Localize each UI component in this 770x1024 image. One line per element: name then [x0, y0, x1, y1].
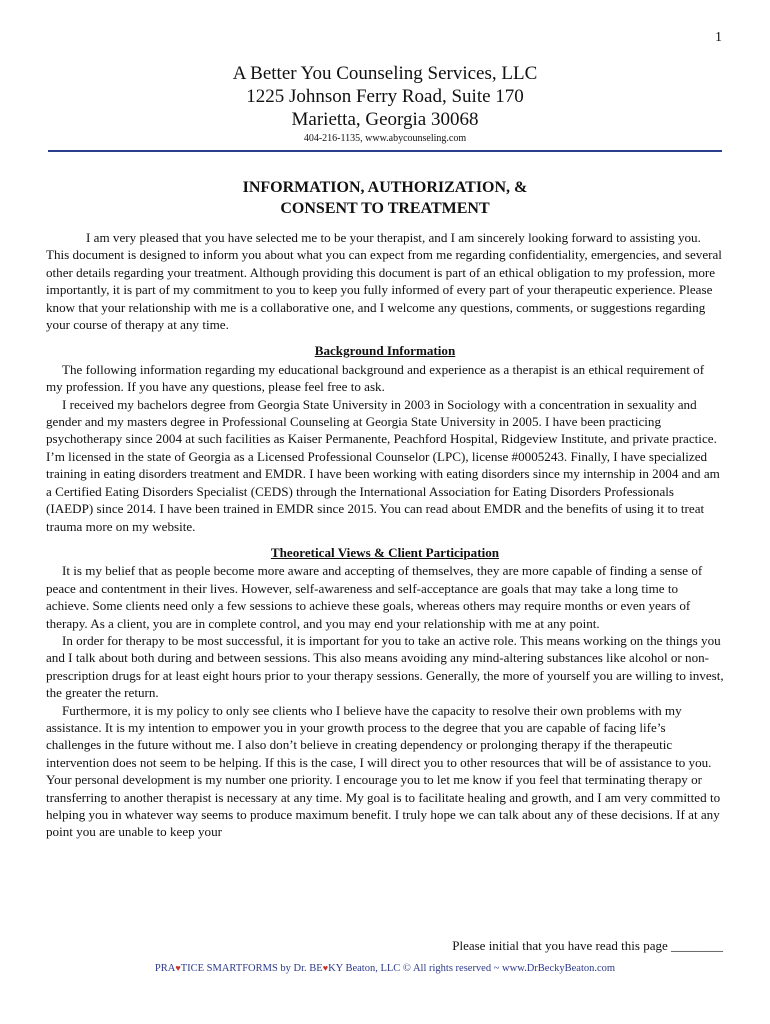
title-line-2: CONSENT TO TREATMENT — [280, 200, 490, 217]
footer-text-2: TICE SMARTFORMS by Dr. BE — [180, 963, 323, 974]
city-state: Marietta, Georgia 30068 — [291, 109, 479, 130]
document-title — [0, 177, 770, 219]
letterhead — [0, 62, 770, 144]
heart-icon: ♥ — [175, 963, 181, 973]
page-number: 1 — [715, 30, 722, 45]
title-line-1: INFORMATION, AUTHORIZATION, & — [242, 179, 528, 196]
background-heading: Background Information — [314, 343, 456, 359]
document-body — [46, 229, 724, 841]
initial-prompt: Please initial that you have read this page ________ — [452, 938, 723, 953]
background-paragraph-1: The following information regarding my educational background and experience as a therapist is an ethical requirement of my profession. If you have any questions, please feel free to ask. — [46, 361, 705, 395]
company-name: A Better You Counseling Services, LLC — [232, 63, 538, 84]
theory-paragraph-1: It is my belief that as people become more aware and accepting of themselves, they are more capable of finding a sense of peace and contentment in their lives. However, self-awareness and self-acceptance are goals that may take a long time to achieve. Some clients need only a few sessions to achieve these goals, whereas others may require months or even years of therapy. As a client, you are in complete control, and you may end your relationship with me at any point. — [46, 563, 703, 631]
theory-paragraph-3: Furthermore, it is my policy to only see clients who I believe have the capacity to resolve their own problems with my assistance. It is my intention to empower you in your growth process to the degree that you are capable of facing life’s challenges in the future without me. I also don’t believe in creating dependency or prolonging therapy if the therapeutic intervention does not seem to be helping. If this is the case, I will direct you to other resources that will be of assistance to you. Your personal development is my number one priority. I encourage you to let me know if you feel that terminating therapy or transferring to another therapist is necessary at any time. My goal is to facilitate healing and growth, and I am very committed to helping you in whatever way seems to produce maximum benefit. I truly hope we can talk about any of these decisions. If at any point you are unable to keep your — [46, 702, 721, 840]
theory-heading: Theoretical Views & Client Participation — [270, 544, 500, 560]
contact-line: 404-216-1135, www.abycounseling.com — [303, 133, 467, 144]
footer-text-1: PRA — [154, 963, 176, 974]
footer — [0, 963, 770, 974]
theory-paragraph-2: In order for therapy to be most successful, it is important for you to take an active role. This means working on the things you and I talk about both during and between sessions. This also means avoiding any mind-altering substances like alcohol or non-prescription drugs for at least eight hours prior to your therapy sessions. Generally, the more of yourself you are willing to invest, the greater the return. — [46, 632, 724, 701]
street-address: 1225 Johnson Ferry Road, Suite 170 — [246, 86, 524, 107]
intro-paragraph: I am very pleased that you have selected me to be your therapist, and I am sincerely looking forward to assisting you. This document is designed to inform you about what you can expect from me regarding confidentiality, emergencies, and several other details regarding your treatment. Although providing this document is part of an ethical obligation to my profession, more importantly, it is part of my commitment to you to keep you fully informed of every part of your therapeutic experience. Please know that your relationship with me is a collaborative one, and I welcome any questions, comments, or suggestions regarding your course of therapy at any time. — [46, 230, 722, 333]
background-paragraph-2: I received my bachelors degree from Georgia State University in 2003 in Sociology with a concentration in sexuality and gender and my masters degree in Professional Counseling at Georgia State University in 2005. I have been practicing psychotherapy since 2004 at such facilities as Kaiser Permanente, Peachford Hospital, Ridgeview Institute, and private practice. I’m licensed in the state of Georgia as a Licensed Professional Counselor (LPC), license #0005243. Finally, I have specialized training in eating disorders treatment and EMDR. I have been working with eating disorders since my internship in 2004 and am a Certified Eating Disorders Specialist (CEDS) through the International Association for Eating Disorders Professionals (IAEDP) since 2014. I have been trained in EMDR since 2015. You can read about EMDR and the benefits of using it to treat trauma more on my website. — [46, 396, 720, 534]
heart-icon: ♥ — [322, 963, 329, 973]
footer-text-3: KY Beaton, LLC © All rights reserved ~ www.DrBeckyBeaton.com — [328, 963, 616, 974]
header-divider — [48, 150, 722, 152]
